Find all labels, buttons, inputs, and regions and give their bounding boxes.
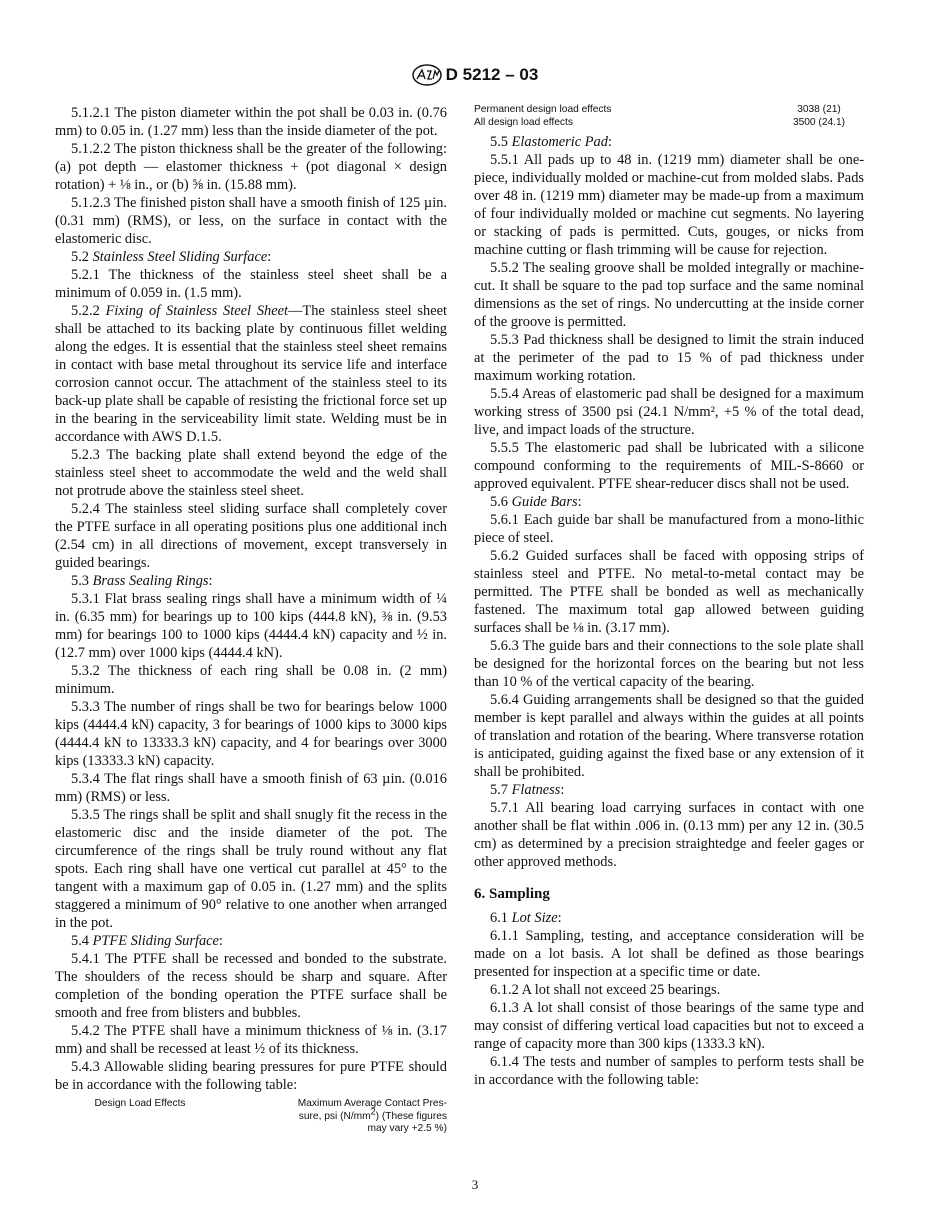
paragraph bbox=[55, 662, 447, 698]
paragraph-text: The guide bars and their connections to the sole plate shall be designed for the horizontal forces on the bearing but not less than 10 % of the vertical capacity of the bearing. bbox=[474, 638, 865, 690]
paragraph-text: The sealing groove shall be molded integrally or machine-cut. It shall be square to the pad top surface and the same nominal dimensions as the set of rings. No undercutting at the inside corner of the groove is permitted. bbox=[474, 260, 864, 330]
table-cell-value: 3500 (24.1) bbox=[792, 116, 846, 128]
paragraph bbox=[474, 999, 864, 1053]
paragraph-number: 5.7 bbox=[490, 782, 508, 798]
paragraph-text: All pads up to 48 in. (1219 mm) diameter shall be one-piece, individually molded or machine-cut from molded slabs. Pads over 48 in. (1219 mm) diameter may be made-up from a maximum of four individually molded or machine cut segments. No layering or stacking of pads is permitted. Cuts, gouges, or nicks from machine cutting or flash trimming will be cause for rejection. bbox=[474, 152, 864, 258]
paragraph-number: 5.5.4 bbox=[490, 386, 519, 402]
paragraph-number: 5.4.3 bbox=[71, 1059, 100, 1075]
paragraph-number: 6.1.2 bbox=[490, 982, 519, 998]
paragraph-text: Guided surfaces shall be faced with opposing strips of stainless steel and PTFE. No metal-to-metal contact may be permitted. The PTFE shall be bonded as well as mechanically fastened. The maximum total gap allowed between guiding surfaces shall be ⅛ in. (3.17 mm). bbox=[474, 548, 864, 636]
paragraph-text: : bbox=[267, 249, 272, 265]
paragraph-text: : bbox=[607, 134, 612, 150]
paragraph bbox=[55, 1022, 447, 1058]
paragraph-number: 6.1 bbox=[490, 910, 508, 926]
load-table-col2-header: Maximum Average Contact Pres- sure, psi $(N/mm^2)$ (These figures may vary +2.5 %) bbox=[297, 1098, 447, 1134]
paragraph-text: Sampling, testing, and acceptance consideration will be made on a lot basis. A lot shall be defined as those bearings presented for inspection at a specific time or date. bbox=[474, 928, 864, 980]
paragraph bbox=[55, 932, 447, 950]
paragraph-number: 5.2.2 bbox=[71, 303, 100, 319]
paragraph bbox=[474, 691, 864, 781]
paragraph bbox=[474, 981, 864, 999]
paragraph-text: : bbox=[208, 573, 213, 589]
paragraph-number: 5.1.2.1 bbox=[71, 105, 111, 121]
paragraph bbox=[474, 927, 864, 981]
paragraph-title: Lot Size bbox=[511, 910, 558, 926]
paragraph bbox=[55, 140, 447, 194]
paragraph-text: The thickness of each ring shall be 0.08 in. (2 mm) minimum. bbox=[55, 663, 447, 697]
paragraph-text: The piston diameter within the pot shall be 0.03 in. (0.76 mm) to 0.05 in. (1.27 mm) less than the inside diameter of the pot. bbox=[55, 105, 447, 139]
table-cell-label: All design load effects bbox=[474, 116, 573, 128]
table-cell-label: Permanent design load effects bbox=[474, 104, 612, 115]
paragraph-number: 5.4.1 bbox=[71, 951, 100, 967]
paragraph-text: The stainless steel sliding surface shall completely cover the PTFE surface in all operating positions plus one additional inch (2.54 cm) in all directions of movement, except transversely in guided bearings. bbox=[55, 501, 447, 571]
paragraph-text: A lot shall consist of those bearings of the same type and may consist of differing vertical load capacities but not to exceed a range of capacity more than 300 kips (1333.3 kN). bbox=[474, 1000, 864, 1052]
paragraph-number: 5.5.2 bbox=[490, 260, 519, 276]
paragraph bbox=[474, 799, 864, 871]
paragraph bbox=[474, 547, 864, 637]
paragraph bbox=[474, 493, 864, 511]
paragraph-text: Flat brass sealing rings shall have a minimum width of ¼ in. (6.35 mm) for bearings up to 100 kips (444.8 kN), ⅜ in. (9.53 mm) for bearings 100 to 1000 kips (4444.4 kN) capacity and ½ in. (12.7 mm) over 1000 kips (4444.4 kN). bbox=[55, 591, 447, 661]
paragraph-number: 5.4.2 bbox=[71, 1023, 100, 1039]
load-table-header bbox=[55, 1098, 447, 1136]
paragraph-title: PTFE Sliding Surface bbox=[92, 933, 219, 949]
paragraph-text: The elastomeric pad shall be lubricated with a silicone compound conforming to the requirements of MIL-S-8660 or approved equivalent. PTFE shear-reducer discs shall not be used. bbox=[474, 440, 864, 492]
paragraph-text: Each guide bar shall be manufactured from a mono-lithic piece of steel. bbox=[474, 512, 865, 546]
paragraph-number: 5.6.4 bbox=[490, 692, 519, 708]
table-cell-value: 3038 (21) bbox=[797, 104, 841, 115]
paragraph bbox=[474, 1053, 864, 1089]
paragraph-number: 5.5.1 bbox=[490, 152, 519, 168]
paragraph-number: 6.1.4 bbox=[490, 1054, 519, 1070]
paragraph-text: —The stainless steel sheet shall be attached to its backing plate by continuous fillet welding along the edges. It is essential that the stainless steel sheet remains in contact with base metal throughout its service life and interface corrosion cannot occur. The attachment of the stainless steel to its back-up plate shall be capable of resisting the frictional force set up in the bearing in the serviceability limit state. Welding must be in accordance with AWS D.1.5. bbox=[55, 303, 448, 445]
paragraph-text: Allowable sliding bearing pressures for pure PTFE should be in accordance with the following table: bbox=[55, 1059, 448, 1093]
paragraph-number: 5.1.2.3 bbox=[71, 195, 111, 211]
paragraph-number: 5.3 bbox=[71, 573, 89, 589]
paragraph-text: The rings shall be split and shall snugly fit the recess in the elastomeric disc and the inside diameter of the pot. The circumference of the rings shall be truly round without any flat spots. Each ring shall have one vertical cut parallel at 45° to the tangent with a maximum gap of 0.05 in. (1.27 mm) and the splits staggered a minimum of 90° relative to one another when arranged in the pot. bbox=[55, 807, 448, 931]
paragraph-number: 5.2.4 bbox=[71, 501, 100, 517]
paragraph-number: 5.6.2 bbox=[490, 548, 519, 564]
paragraph-number: 5.1.2.2 bbox=[71, 141, 111, 157]
paragraph-text: All bearing load carrying surfaces in contact with one another shall be flat within .006 in. (0.13 mm) per any 12 in. (30.5 cm) as determined by a precision straightedge and feeler gages or other approved methods. bbox=[474, 800, 864, 870]
paragraph-number: 5.3.1 bbox=[71, 591, 100, 607]
paragraph bbox=[474, 909, 864, 927]
paragraph-number: 5.6 bbox=[490, 494, 508, 510]
paragraph-text: Pad thickness shall be designed to limit the strain induced at the perimeter of the pad to 15 % of pad thickness under maximum working rotation. bbox=[474, 332, 864, 384]
paragraph bbox=[55, 248, 447, 266]
paragraph-text: Areas of elastomeric pad shall be designed for a maximum working stress of 3500 psi (24.1 N/mm², +5 % of the total dead, live, and impact loads of the structure. bbox=[474, 386, 864, 438]
paragraph bbox=[474, 439, 864, 493]
paragraph bbox=[55, 446, 447, 500]
paragraph-title: Flatness bbox=[511, 782, 561, 798]
paragraph-number: 5.5.5 bbox=[490, 440, 519, 456]
paragraph-text: : bbox=[577, 494, 582, 510]
table-row bbox=[474, 117, 864, 130]
paragraph-number: 6.1.1 bbox=[490, 928, 519, 944]
paragraph-number: 5.3.4 bbox=[71, 771, 100, 787]
paragraph bbox=[55, 194, 447, 248]
paragraph bbox=[474, 637, 864, 691]
paragraph-text: A lot shall not exceed 25 bearings. bbox=[521, 982, 721, 998]
paragraph-text: The backing plate shall extend beyond the edge of the stainless steel sheet to accommodate the weld and the weld shall not protrude above the stainless steel sheet. bbox=[55, 447, 447, 499]
paragraph-title: Elastomeric Pad bbox=[511, 134, 608, 150]
paragraph-number: 5.3.2 bbox=[71, 663, 100, 679]
paragraph-number: 5.6.3 bbox=[490, 638, 519, 654]
paragraph-number: 5.4 bbox=[71, 933, 89, 949]
paragraph-text: The piston thickness shall be the greater of the following: (a) pot depth — elastomer thickness + (pot diagonal × design rotation) + ⅛ in., or (b) ⅝ in. (15.88 mm). bbox=[55, 141, 447, 193]
paragraph-number: 5.3.5 bbox=[71, 807, 100, 823]
paragraph bbox=[55, 698, 447, 770]
paragraph bbox=[55, 104, 447, 140]
paragraph-title: Brass Sealing Rings bbox=[92, 573, 209, 589]
paragraph-number: 5.2.1 bbox=[71, 267, 100, 283]
document-designation: D 5212 – 03 bbox=[445, 65, 539, 84]
paragraph bbox=[55, 806, 447, 932]
paragraph-text: The PTFE shall have a minimum thickness of ⅛ in. (3.17 mm) and shall be recessed at least ½ of its thickness. bbox=[55, 1023, 447, 1057]
page-number: 3 bbox=[471, 1177, 479, 1192]
paragraph bbox=[55, 266, 447, 302]
paragraph-text: The number of rings shall be two for bearings below 1000 kips (4444.4 kN) capacity, 3 for bearings of 1000 kips to 3000 kips (4444.4 kN to 13333.3 kN) capacity, and 4 for bearings over 3000 kips (13333.3 kN) capacity. bbox=[55, 699, 447, 769]
paragraph-text: The PTFE shall be recessed and bonded to the substrate. The shoulders of the recess should be sharp and square. After completion of the bonding operation the PTFE surface shall be smooth and free from blisters and bubbles. bbox=[55, 951, 447, 1021]
paragraph-text: The flat rings shall have a smooth finish of 63 µin. (0.016 mm) (RMS) or less. bbox=[55, 771, 447, 805]
paragraph bbox=[474, 781, 864, 799]
paragraph bbox=[55, 950, 447, 1022]
paragraph bbox=[55, 1058, 447, 1094]
load-table-col1-header: Design Load Effects bbox=[94, 1098, 186, 1109]
paragraph bbox=[474, 151, 864, 259]
paragraph-text: : bbox=[218, 933, 223, 949]
paragraph-number: 5.5.3 bbox=[490, 332, 519, 348]
paragraph-text: The tests and number of samples to perform tests shall be in accordance with the following table: bbox=[474, 1054, 864, 1088]
paragraph-number: 5.2.3 bbox=[71, 447, 100, 463]
paragraph-text: : bbox=[560, 782, 565, 798]
paragraph-number: 5.6.1 bbox=[490, 512, 519, 528]
paragraph-text: The thickness of the stainless steel sheet shall be a minimum of 0.059 in. (1.5 mm). bbox=[55, 267, 448, 301]
page-header bbox=[0, 64, 950, 86]
paragraph-text: Guiding arrangements shall be designed so that the guided member is kept parallel and always within the guides at all points of translation and rotation of the bearing. Where transverse rotation is anticipated, guiding against the fixed base or any extension of it shall be prohibited. bbox=[474, 692, 864, 780]
paragraph bbox=[55, 770, 447, 806]
paragraph-number: 5.3.3 bbox=[71, 699, 100, 715]
paragraph-number: 5.2 bbox=[71, 249, 89, 265]
paragraph-number: 6.1.3 bbox=[490, 1000, 519, 1016]
paragraph bbox=[55, 590, 447, 662]
paragraph-title: Stainless Steel Sliding Surface bbox=[92, 249, 268, 265]
load-table-body bbox=[474, 104, 864, 129]
paragraph bbox=[474, 511, 864, 547]
paragraph bbox=[474, 385, 864, 439]
left-column bbox=[55, 104, 447, 1136]
paragraph-title: Fixing of Stainless Steel Sheet bbox=[105, 303, 289, 319]
paragraph bbox=[474, 133, 864, 151]
paragraph bbox=[55, 500, 447, 572]
astm-logo-icon bbox=[412, 64, 442, 86]
paragraph bbox=[474, 331, 864, 385]
right-column bbox=[474, 104, 864, 1089]
table-row bbox=[474, 104, 864, 117]
paragraph-title: Guide Bars bbox=[511, 494, 578, 510]
paragraph bbox=[474, 259, 864, 331]
paragraph bbox=[55, 572, 447, 590]
paragraph-text: : bbox=[557, 910, 562, 926]
paragraph bbox=[55, 302, 447, 446]
paragraph-number: 5.7.1 bbox=[490, 800, 519, 816]
paragraph-number: 5.5 bbox=[490, 134, 508, 150]
paragraph-text: The finished piston shall have a smooth finish of 125 µin. (0.31 mm) (RMS), or less, on the surface in contact with the elastomeric disc. bbox=[55, 195, 447, 247]
section-heading: 6. Sampling bbox=[474, 886, 550, 902]
